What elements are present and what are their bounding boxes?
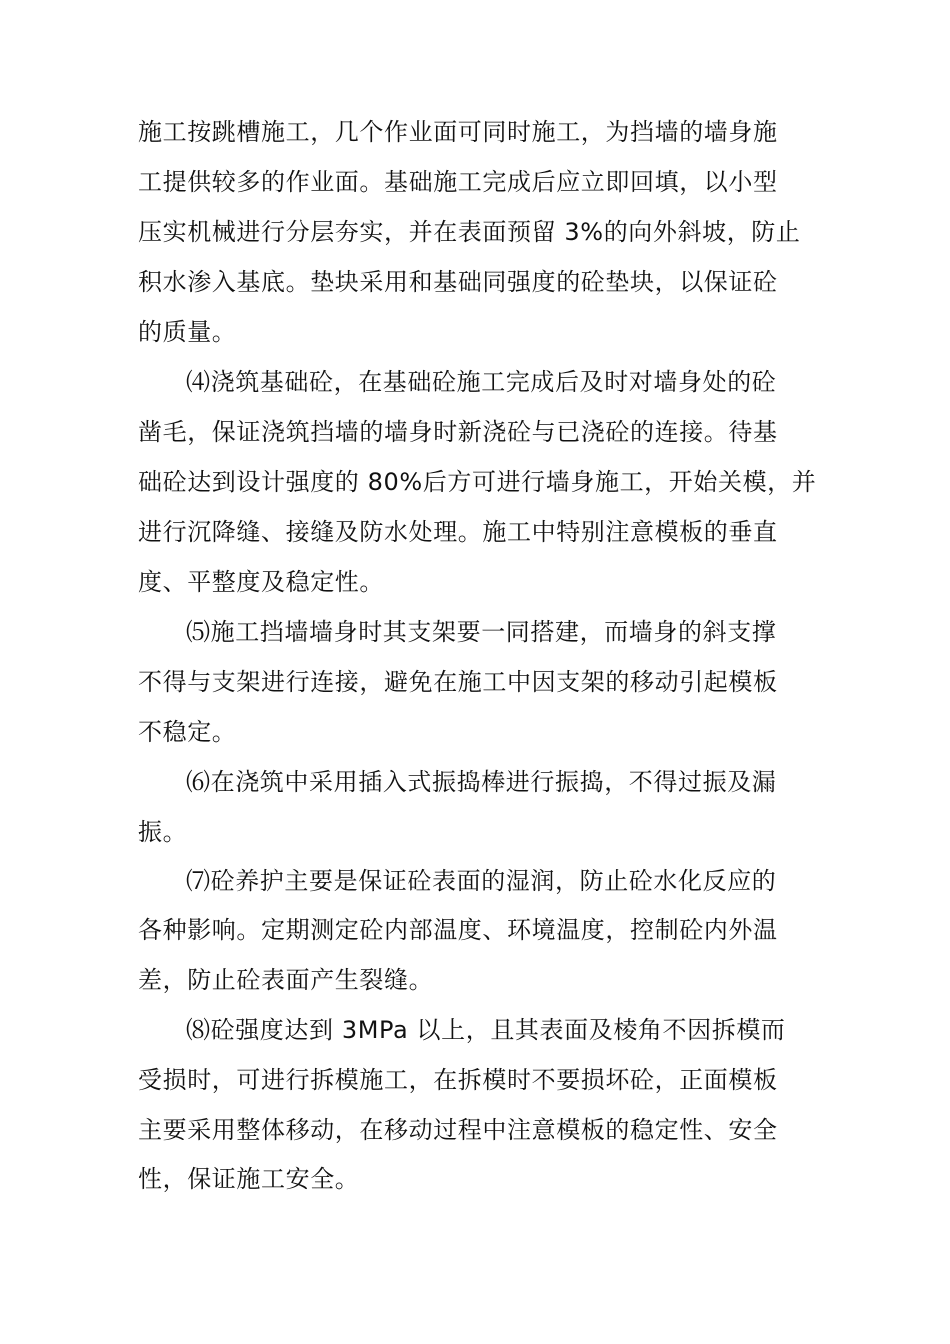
text-line: 不得与支架进行连接，避免在施工中因支架的移动引起模板	[138, 668, 778, 696]
text-line: 工提供较多的作业面。基础施工完成后应立即回填，以小型	[138, 168, 778, 196]
paragraph-4-start: ⑷浇筑基础砼，在基础砼施工完成后及时对墙身处的砼	[186, 368, 777, 396]
text-line: 各种影响。定期测定砼内部温度、环境温度，控制砼内外温	[138, 916, 778, 944]
text-line: 施工按跳槽施工，几个作业面可同时施工，为挡墙的墙身施	[138, 118, 778, 146]
text-line: 积水渗入基底。垫块采用和基础同强度的砼垫块，以保证砼	[138, 268, 778, 296]
text-line: 压实机械进行分层夯实，并在表面预留 3%的向外斜坡，防止	[138, 218, 801, 246]
text-line: 性，保证施工安全。	[138, 1165, 360, 1193]
text-line: 进行沉降缝、接缝及防水处理。施工中特别注意模板的垂直	[138, 518, 778, 546]
text-line: 凿毛，保证浇筑挡墙的墙身时新浇砼与已浇砼的连接。待基	[138, 418, 778, 446]
text-line: 础砼达到设计强度的 80%后方可进行墙身施工，开始关模，并	[138, 468, 817, 496]
text-line: 度、平整度及稳定性。	[138, 568, 384, 596]
paragraph-5-start: ⑸施工挡墙墙身时其支架要一同搭建，而墙身的斜支撑	[186, 618, 777, 646]
text-line: 受损时，可进行拆模施工，在拆模时不要损坏砼，正面模板	[138, 1066, 778, 1094]
text-line: 的质量。	[138, 318, 237, 346]
text-line: 振。	[138, 818, 188, 846]
paragraph-7-start: ⑺砼养护主要是保证砼表面的湿润，防止砼水化反应的	[186, 867, 777, 895]
text-line: 主要采用整体移动，在移动过程中注意模板的稳定性、安全	[138, 1116, 778, 1144]
paragraph-6-start: ⑹在浇筑中采用插入式振捣棒进行振捣，不得过振及漏	[186, 768, 777, 796]
text-line: 差，防止砼表面产生裂缝。	[138, 966, 434, 994]
paragraph-8-start: ⑻砼强度达到 3MPa 以上，且其表面及棱角不因拆模而	[186, 1016, 786, 1044]
text-line: 不稳定。	[138, 718, 237, 746]
